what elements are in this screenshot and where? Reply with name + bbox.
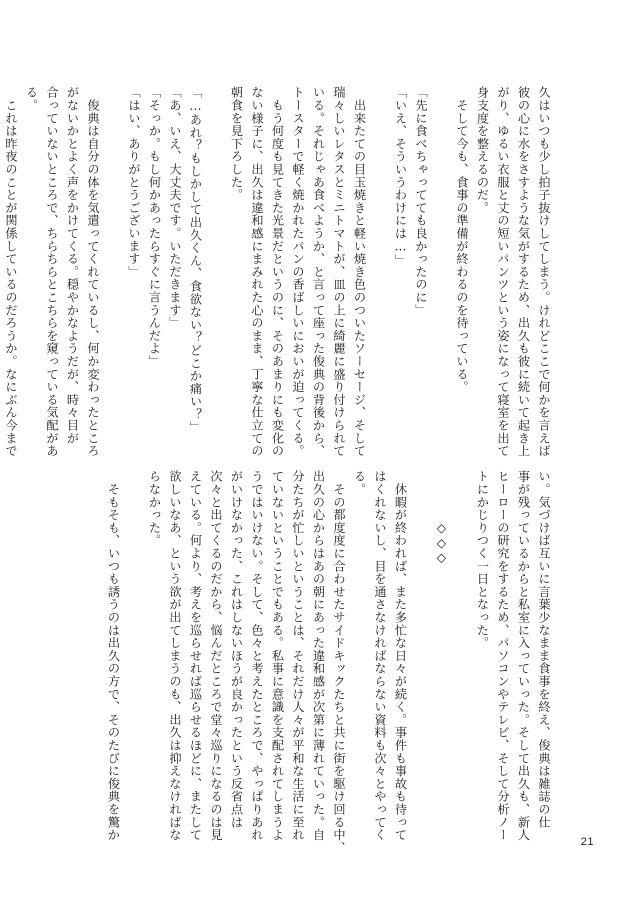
page-number: 21 [580,836,594,848]
body-text-lower: い。気づけば互いに言葉少なまま食事を終え、俊典は雑誌の仕 事が残っているからと私室に入っていった。そして出久も、新人 ヒーローの研究をするため、パソコンやテレビ、そして分析ノー トにかじりつく一日となった。 ◇◇◇ 休暇が終われば、また多忙な日々が続く。事件も事故も待って はくれないし、目を通さなければならない資料も次々とやってく る。 その都度度に合わせたサイドキックたちと共に街を駆け回る中、 出久の心からはあの朝にあった違和感が次第に薄れていった。自 分たちが忙しいということは、それだけ人々が平和な生活に至れ ていないということでもある。私事に意識を支配されてしまうよ うではいけない。そして、色々と考えたところで、やっぱりあれ がいけなかった、これはしないほうが良かったという反省点は 次々と出てくるのだから、悩んだところで堂々巡りになるのは見 えている。何より、考えを巡らせれば巡らせるほどに、またして 欲しいなあ、という欲が出てしまうのも、出久は抑えなければな らなかった。 そもそも、いつも誘うのは出久の方で、そのたびに俊典を驚か [106,470,551,854]
body-text-upper: 久はいつも少し拍子抜けしてしまう。けれどここで何かを言えば 彼の心に水をさすような気がするため、出久も彼に続いて起き上 がり、ゆるい衣服と丈の短いパンツという姿になって寝室を出て 身支度を整えるのだ。 そして今も、食事の準備が終わるのを待っている。 「先に食べちゃってても良かったのに」 「いえ、そういうわけには…」 出来たての目玉焼きと軽い焼き色のついたソーセージ、そして 瑞々しいレタスとミニトマトが、皿の上に綺麗に盛り付けられて いる。それじゃあ食べようか、と言って座った俊典の背後から、 トースターで軽く焼かれたパンの香ばしいにおいが迫ってくる。 もう何度も見てきた光景だというのに、そのあまりにも変化の ない様子に、出久は違和感にまみれた心のまま、丁寧な仕立ての 朝食を見下ろした。 「…あれ？もしかして出久くん、食欲ない？どこか痛い？」 「あ、いえ、大丈夫です。いただきます」 「そっか。もし何かあったらすぐに言うんだよ」 「はい、ありがとうございます」 俊典は自分の体を気遣ってくれているし、何か変わったところ がないかとよく声をかけてくる。穏やかなようだが、時々目が 合っていないところで、ちらちらとこちらを窺っている気配があ る。 これは昨夜のことが関係しているのだろうか。なにぶん今まで [4,86,551,458]
